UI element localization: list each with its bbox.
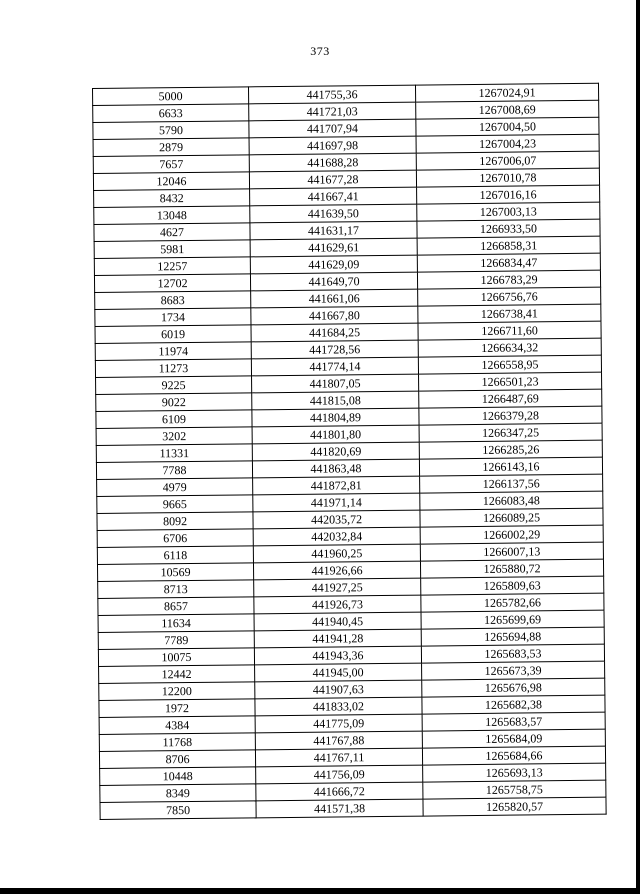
y-coordinate-cell: 1265699,69 (421, 610, 604, 629)
point-id-cell: 6019 (95, 325, 251, 344)
y-coordinate-cell: 1266285,26 (419, 440, 602, 459)
point-id-cell: 5790 (93, 121, 249, 140)
y-coordinate-cell: 1265684,66 (422, 746, 605, 765)
y-coordinate-cell: 1265684,09 (422, 729, 605, 748)
point-id-cell: 12442 (99, 665, 255, 684)
x-coordinate-cell: 442035,72 (253, 510, 420, 529)
point-id-cell: 11273 (95, 359, 251, 378)
x-coordinate-cell: 441767,11 (255, 748, 422, 767)
y-coordinate-cell: 1265820,57 (423, 797, 606, 816)
y-coordinate-cell: 1265683,53 (421, 644, 604, 663)
point-id-cell: 7788 (96, 461, 252, 480)
coordinates-table (92, 83, 607, 820)
y-coordinate-cell: 1265682,38 (422, 695, 605, 714)
y-coordinate-cell: 1267004,50 (416, 117, 599, 136)
x-coordinate-cell: 441756,09 (256, 765, 423, 784)
point-id-cell: 11768 (99, 733, 255, 752)
x-coordinate-cell: 441863,48 (252, 459, 419, 478)
y-coordinate-cell: 1265809,63 (421, 576, 604, 595)
x-coordinate-cell: 441775,09 (255, 714, 422, 733)
point-id-cell: 10569 (97, 563, 253, 582)
x-coordinate-cell: 441571,38 (256, 799, 423, 818)
point-id-cell: 4627 (94, 223, 250, 242)
point-id-cell: 6706 (97, 529, 253, 548)
scan-border-bottom (0, 888, 640, 894)
y-coordinate-cell: 1267008,69 (416, 100, 599, 119)
point-id-cell: 1734 (95, 308, 251, 327)
x-coordinate-cell: 441833,02 (255, 697, 422, 716)
x-coordinate-cell: 441631,17 (250, 221, 417, 240)
point-id-cell: 10075 (98, 648, 254, 667)
y-coordinate-cell: 1266347,25 (419, 423, 602, 442)
point-id-cell: 9225 (96, 376, 252, 395)
x-coordinate-cell: 441677,28 (249, 170, 416, 189)
page-number: 373 (310, 44, 330, 58)
y-coordinate-cell: 1266083,48 (420, 491, 603, 510)
x-coordinate-cell: 441639,50 (250, 204, 417, 223)
y-coordinate-cell: 1266834,47 (417, 253, 600, 272)
coordinates-table-container (92, 83, 606, 820)
point-id-cell: 11634 (98, 614, 254, 633)
y-coordinate-cell: 1266137,56 (420, 474, 603, 493)
point-id-cell: 8092 (97, 512, 253, 531)
point-id-cell: 9665 (97, 495, 253, 514)
point-id-cell: 7850 (100, 801, 256, 820)
point-id-cell: 12046 (93, 172, 249, 191)
point-id-cell: 2879 (93, 138, 249, 157)
point-id-cell: 6109 (96, 410, 252, 429)
x-coordinate-cell: 441926,73 (254, 595, 421, 614)
y-coordinate-cell: 1266634,32 (418, 338, 601, 357)
x-coordinate-cell: 441684,25 (251, 323, 418, 342)
point-id-cell: 8683 (95, 291, 251, 310)
point-id-cell: 6633 (93, 104, 249, 123)
point-id-cell: 4384 (99, 716, 255, 735)
x-coordinate-cell: 441774,14 (251, 357, 418, 376)
y-coordinate-cell: 1266558,95 (418, 355, 601, 374)
x-coordinate-cell: 441943,36 (254, 646, 421, 665)
x-coordinate-cell: 441629,09 (250, 255, 417, 274)
y-coordinate-cell: 1265673,39 (422, 661, 605, 680)
x-coordinate-cell: 441728,56 (251, 340, 418, 359)
point-id-cell: 7657 (93, 155, 249, 174)
y-coordinate-cell: 1267010,78 (416, 168, 599, 187)
x-coordinate-cell: 441940,45 (254, 612, 421, 631)
y-coordinate-cell: 1266783,29 (417, 270, 600, 289)
point-id-cell: 6118 (97, 546, 253, 565)
y-coordinate-cell: 1266933,50 (417, 219, 600, 238)
x-coordinate-cell: 441629,61 (250, 238, 417, 257)
point-id-cell: 12257 (94, 257, 250, 276)
y-coordinate-cell: 1266143,16 (419, 457, 602, 476)
x-coordinate-cell: 441667,80 (251, 306, 418, 325)
y-coordinate-cell: 1266487,69 (419, 389, 602, 408)
x-coordinate-cell: 441688,28 (249, 153, 416, 172)
y-coordinate-cell: 1267016,16 (417, 185, 600, 204)
x-coordinate-cell: 441721,03 (249, 102, 416, 121)
x-coordinate-cell: 441926,66 (253, 561, 420, 580)
point-id-cell: 4979 (97, 478, 253, 497)
x-coordinate-cell: 441971,14 (253, 493, 420, 512)
x-coordinate-cell: 442032,84 (253, 527, 420, 546)
point-id-cell: 1972 (99, 699, 255, 718)
x-coordinate-cell: 441661,06 (251, 289, 418, 308)
y-coordinate-cell: 1266089,25 (420, 508, 603, 527)
point-id-cell: 8713 (98, 580, 254, 599)
x-coordinate-cell: 441804,89 (252, 408, 419, 427)
x-coordinate-cell: 441807,05 (252, 374, 419, 393)
coordinates-table-body (93, 83, 607, 819)
point-id-cell: 8432 (94, 189, 250, 208)
x-coordinate-cell: 441667,41 (250, 187, 417, 206)
y-coordinate-cell: 1266711,60 (418, 321, 601, 340)
point-id-cell: 10448 (100, 767, 256, 786)
y-coordinate-cell: 1267004,23 (416, 134, 599, 153)
point-id-cell: 11974 (95, 342, 251, 361)
x-coordinate-cell: 441872,81 (253, 476, 420, 495)
y-coordinate-cell: 1265880,72 (420, 559, 603, 578)
y-coordinate-cell: 1266858,31 (417, 236, 600, 255)
x-coordinate-cell: 441927,25 (254, 578, 421, 597)
y-coordinate-cell: 1267024,91 (415, 83, 598, 102)
x-coordinate-cell: 441666,72 (256, 782, 423, 801)
y-coordinate-cell: 1266738,41 (418, 304, 601, 323)
point-id-cell: 8349 (100, 784, 256, 803)
x-coordinate-cell: 441815,08 (252, 391, 419, 410)
point-id-cell: 11331 (96, 444, 252, 463)
y-coordinate-cell: 1265676,98 (422, 678, 605, 697)
y-coordinate-cell: 1265782,66 (421, 593, 604, 612)
point-id-cell: 5981 (94, 240, 250, 259)
x-coordinate-cell: 441820,69 (252, 442, 419, 461)
x-coordinate-cell: 441801,80 (252, 425, 419, 444)
point-id-cell: 8706 (99, 750, 255, 769)
point-id-cell: 7789 (98, 631, 254, 650)
point-id-cell: 12702 (94, 274, 250, 293)
y-coordinate-cell: 1265683,57 (422, 712, 605, 731)
y-coordinate-cell: 1266002,29 (420, 525, 603, 544)
x-coordinate-cell: 441945,00 (255, 663, 422, 682)
scan-border-right (636, 0, 640, 894)
x-coordinate-cell: 441697,98 (249, 136, 416, 155)
point-id-cell: 8657 (98, 597, 254, 616)
x-coordinate-cell: 441907,63 (255, 680, 422, 699)
x-coordinate-cell: 441767,88 (255, 731, 422, 750)
y-coordinate-cell: 1266379,28 (419, 406, 602, 425)
y-coordinate-cell: 1265694,88 (421, 627, 604, 646)
point-id-cell: 9022 (96, 393, 252, 412)
point-id-cell: 3202 (96, 427, 252, 446)
point-id-cell: 13048 (94, 206, 250, 225)
x-coordinate-cell: 441707,94 (249, 119, 416, 138)
x-coordinate-cell: 441960,25 (253, 544, 420, 563)
y-coordinate-cell: 1267003,13 (417, 202, 600, 221)
x-coordinate-cell: 441649,70 (250, 272, 417, 291)
y-coordinate-cell: 1266501,23 (419, 372, 602, 391)
point-id-cell: 12200 (99, 682, 255, 701)
x-coordinate-cell: 441755,36 (248, 85, 415, 104)
y-coordinate-cell: 1265758,75 (423, 780, 606, 799)
point-id-cell: 5000 (93, 87, 249, 106)
y-coordinate-cell: 1266756,76 (418, 287, 601, 306)
y-coordinate-cell: 1267006,07 (416, 151, 599, 170)
y-coordinate-cell: 1265693,13 (423, 763, 606, 782)
x-coordinate-cell: 441941,28 (254, 629, 421, 648)
y-coordinate-cell: 1266007,13 (420, 542, 603, 561)
